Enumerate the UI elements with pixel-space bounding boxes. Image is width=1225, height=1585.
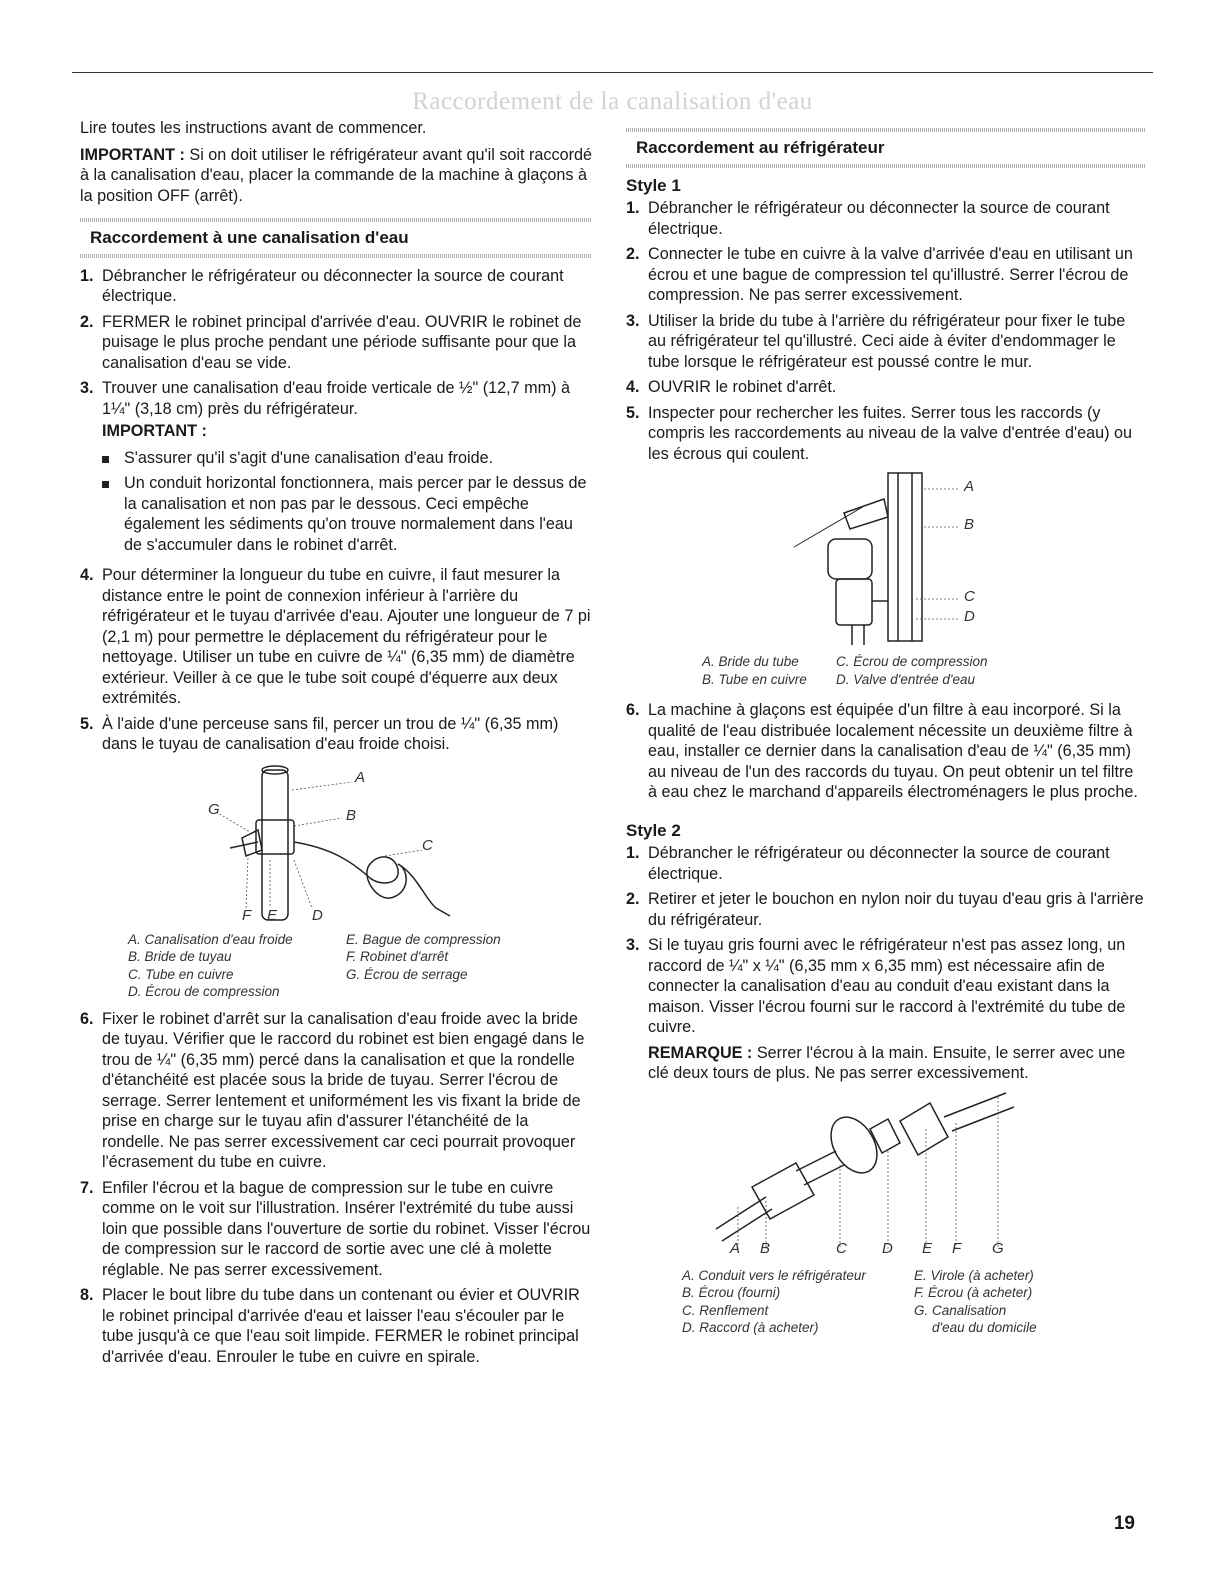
step-item: 2. Connecter le tube en cuivre à la valve d'arrivée d'eau en utilisant un écrou et une bague de compression tel qu'illustré. Serrer l'écrou de compression. Ne pas serrer excessivement.	[626, 245, 1133, 304]
step-item: 1. Débrancher le réfrigérateur ou déconnecter la source de courant électrique.	[626, 199, 1110, 238]
water-valve-drawing	[626, 469, 1146, 647]
step3-important-label: IMPORTANT :	[102, 422, 207, 440]
callout-f: F	[242, 906, 252, 924]
top-rule	[72, 72, 1153, 73]
callout-g: G	[992, 1239, 1004, 1257]
step-item: 4. OUVRIR le robinet d'arrêt.	[626, 378, 837, 396]
right-column	[626, 118, 1146, 1337]
style1-heading: Style 1	[626, 175, 681, 195]
callout-c: C	[964, 588, 975, 605]
step-item: 5. À l'aide d'une perceuse sans fil, percer un trou de ¼" (6,35 mm) dans le tuyau de canalisation d'eau froide choisi.	[80, 714, 559, 753]
callout-a: A	[964, 478, 975, 495]
callout-g: G	[208, 800, 220, 818]
bullet-item: Un conduit horizontal fonctionnera, mais percer par le dessus de la canalisation et non pas par le dessous. Ceci empêche également les sédiments qu'on trouve normalement dans l'eau de s'accumuler dans le robinet d'arrêt.	[102, 473, 592, 555]
step-item: 1. Débrancher le réfrigérateur ou déconnecter la source de courant électrique.	[80, 266, 564, 305]
callout-e: E	[267, 906, 278, 924]
callout-e: E	[922, 1239, 933, 1257]
step-item: 5. Inspecter pour rechercher les fuites. Serrer tous les raccords (y compris les raccordements au niveau de la valve d'entrée d'eau) ou les écrous qui coulent.	[626, 403, 1132, 463]
callout-a: A	[355, 768, 366, 786]
step-item: 4. Pour déterminer la longueur du tube en cuivre, il faut mesurer la distance entre le point de connexion inférieur à l'arrière du réfrigérateur et le tuyau d'arrivée d'eau. Ajouter une longueur de 7 pi (2,1 m) pour permettre le déplacement du réfrigérateur pour le nettoyage. Utiliser un tube en cuivre de ¼" (6,35 mm) de diamètre extérieur. Veiller à ce que le tube soit coupé d'équerre aux deux extrémités.	[80, 566, 591, 707]
important-text: Si on doit utiliser le réfrigérateur avant qu'il soit raccordé à la canalisation d'eau, placer la commande de la machine à glaçons à la position OFF (arrêt).	[80, 145, 592, 205]
remarque-label: REMARQUE :	[648, 1043, 753, 1062]
bullet-icon	[102, 448, 124, 469]
fitting-illustration	[626, 1089, 1146, 1261]
remarque-note	[648, 1043, 1146, 1084]
section-header-refrigerateur	[626, 128, 1146, 168]
callout-c: C	[836, 1239, 847, 1257]
remarque-text: Serrer l'écrou à la main. Ensuite, le serrer avec une clé deux tours de plus. Ne pas serrer excessivement.	[648, 1043, 1126, 1082]
fitting-drawing	[626, 1089, 1146, 1261]
callout-d: D	[882, 1239, 893, 1257]
step-item: 1. Débrancher le réfrigérateur ou déconnecter la source de courant électrique.	[626, 844, 1110, 883]
step-item: 6. La machine à glaçons est équipée d'un filtre à eau incorporé. Si la qualité de l'eau distribuée localement nécessite un deuxième filtre à eau, installer ce dernier dans la canalisation d'eau de ¼" (6,35 mm) au niveau de l'un des raccords du tuyau. On peut obtenir un tel filtre à eau chez le marchand d'appareils électroménagers le plus proche.	[626, 701, 1138, 801]
important-note	[80, 145, 592, 207]
intro-text: Lire toutes les instructions avant de commencer.	[80, 119, 427, 137]
shutoff-valve-drawing	[80, 760, 592, 925]
callout-c: C	[422, 836, 433, 854]
figure-legend: A. Conduit vers le réfrigérateur B. Écrou (fourni) C. Renflement D. Raccord (à acheter) E. Virole (à acheter) F. Écrou (à acheter) G. Canalisation d'eau du domicile	[682, 1267, 1037, 1335]
step-item: 2. Retirer et jeter le bouchon en nylon noir du tuyau d'eau gris à l'arrière du réfrigérateur.	[626, 890, 1144, 929]
callout-a: A	[730, 1239, 741, 1257]
left-column	[80, 118, 592, 1372]
step-item: 6. Fixer le robinet d'arrêt sur la canalisation d'eau froide avec la bride de tuyau. Vérifier que le raccord du robinet est bien engagé dans le trou de ¼" (6,35 mm) percé dans la canalisation et que la rondelle d'étanchéité est placée sous la bride de tuyau. Serrer l'écrou de serrage. Serrer lentement et uniformément les vis fixant la bride de prise en charge sur le tuyau afin d'assurer l'étanchéité de la rondelle. Ne pas serrer excessivement car ceci pourrait provoquer l'écrasement du tube en cuivre.	[80, 1009, 585, 1171]
page-number: 19	[1113, 1513, 1135, 1534]
figure-legend: A. Bride du tube B. Tube en cuivre C. Écrou de compression D. Valve d'entrée d'eau	[702, 654, 988, 687]
step-item: 8. Placer le bout libre du tube dans un contenant ou évier et OUVRIR le robinet principal d'arrivée d'eau et laisser l'eau s'écouler par le tube jusqu'à ce que l'eau soit limpide. FERMER le robinet principal d'arrivée d'eau. Enrouler le tube en cuivre en spirale.	[80, 1286, 580, 1366]
callout-f: F	[952, 1239, 962, 1257]
section-header-canalisation	[80, 218, 592, 258]
bullet-item: S'assurer qu'il s'agit d'une canalisation d'eau froide.	[102, 448, 592, 469]
step-item: 7. Enfiler l'écrou et la bague de compression sur le tube en cuivre comme on le voit sur l'illustration. Insérer l'extrémité du tube aussi loin que possible dans l'ouverture de sortie du robinet. Visser l'écrou de compression sur le raccord de sortie avec une clé à molette réglable. Ne pas serrer excessivement.	[80, 1178, 591, 1279]
style2-heading: Style 2	[626, 820, 681, 840]
step-item: 2. FERMER le robinet principal d'arrivée d'eau. OUVRIR le robinet de puisage le plus proche pendant une période suffisante pour que la canalisation d'eau se vide.	[80, 312, 582, 372]
bullet-icon	[102, 473, 124, 555]
callout-b: B	[760, 1239, 771, 1257]
step-item: 3. Trouver une canalisation d'eau froide verticale de ½" (12,7 mm) à 1¼" (3,18 cm) près du réfrigérateur. IMPORTANT : S'assurer qu'il s'agit d'une canalisation d'eau froide. Un conduit horizontal fonctionnera, mais percer par le dessus de la canalisation et non pas par le dessous. Ceci empêche également les sédiments qu'on trouve normalement dans l'eau de s'accumuler dans le robinet d'arrêt.	[80, 378, 592, 560]
water-valve-illustration	[626, 469, 1146, 647]
step-item: 3. Si le tuyau gris fourni avec le réfrigérateur n'est pas assez long, un raccord de ¼" x ¼" (6,35 mm x 6,35 mm) est nécessaire afin de connecter la canalisation d'eau au conduit d'eau existant dans la maison. Visser l'écrou fourni sur le raccord à l'extrémité du tube de cuivre. REMARQUE : Serrer l'écrou à la main. Ensuite, le serrer avec une clé deux tours de plus. Ne pas serrer excessivement.	[626, 935, 1146, 1084]
section-title: Raccordement à une canalisation d'eau	[90, 228, 409, 247]
callout-d: D	[312, 906, 323, 924]
step-item: 3. Utiliser la bride du tube à l'arrière du réfrigérateur pour fixer le tube au réfrigérateur tel qu'illustré. Ceci aide à éviter d'endommager le tube lorsque le réfrigérateur est poussé contre le mur.	[626, 311, 1126, 371]
figure-legend: A. Canalisation d'eau froide B. Bride de tuyau C. Tube en cuivre D. Écrou de compression E. Bague de compression F. Robinet d'arrêt G. Écrou de serrage	[128, 931, 501, 999]
callout-b: B	[346, 806, 357, 824]
callout-b: B	[964, 516, 975, 533]
section-title: Raccordement au réfrigérateur	[636, 138, 885, 157]
shutoff-valve-illustration	[80, 760, 592, 925]
callout-d: D	[964, 608, 975, 625]
important-label: IMPORTANT :	[80, 145, 185, 164]
page-title: Raccordement de la canalisation d'eau	[412, 88, 813, 115]
